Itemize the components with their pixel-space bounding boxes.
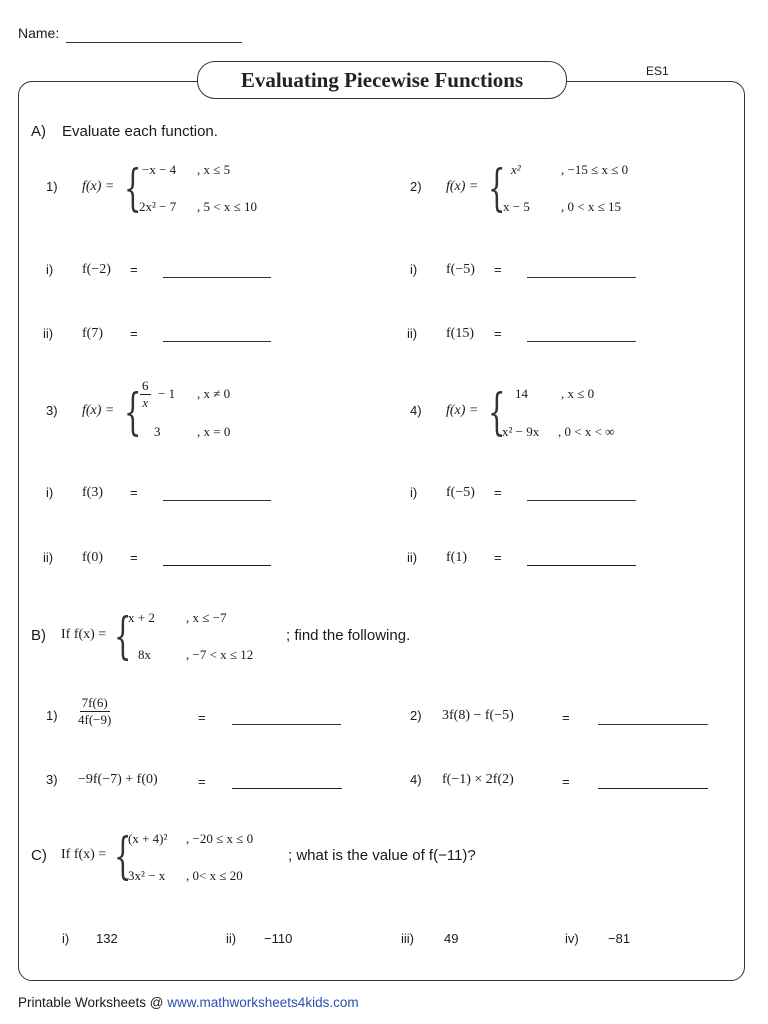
section-a-instruction: Evaluate each function. bbox=[62, 123, 218, 140]
equals-sign: = bbox=[494, 326, 502, 341]
option-value[interactable]: −110 bbox=[264, 931, 293, 946]
title-box bbox=[197, 61, 567, 99]
answer-line[interactable] bbox=[163, 565, 271, 566]
answer-line[interactable] bbox=[598, 788, 708, 789]
part-expression: f(3) bbox=[82, 485, 103, 500]
part-expression: f(−5) bbox=[446, 262, 475, 277]
part-expression: f(0) bbox=[82, 550, 103, 565]
answer-line[interactable] bbox=[232, 788, 342, 789]
case-expression: (x + 4)² bbox=[128, 831, 168, 846]
left-brace-icon: { bbox=[124, 159, 142, 217]
fraction bbox=[140, 378, 151, 411]
part-label: ii) bbox=[407, 326, 418, 341]
part-expression: f(7) bbox=[82, 326, 103, 341]
problem-number: 4) bbox=[410, 772, 422, 787]
answer-line[interactable] bbox=[527, 500, 636, 501]
case-expression: 3x² − x bbox=[128, 868, 166, 883]
answer-line[interactable] bbox=[527, 277, 636, 278]
case-expression: −x − 4 bbox=[142, 162, 177, 177]
case-expression: 2x² − 7 bbox=[139, 199, 177, 214]
left-brace-icon: { bbox=[114, 607, 132, 665]
case-condition: , 0< x ≤ 20 bbox=[186, 868, 243, 883]
answer-line[interactable] bbox=[232, 724, 341, 725]
equals-sign: = bbox=[494, 550, 502, 565]
function-definition: f(x) = bbox=[446, 179, 479, 194]
option-value[interactable]: 132 bbox=[96, 931, 118, 946]
name-label: Name: bbox=[18, 25, 60, 41]
footer bbox=[18, 995, 359, 1010]
case-expression: 3 bbox=[154, 424, 161, 439]
equals-sign: = bbox=[562, 774, 570, 789]
case-condition: , x ≠ 0 bbox=[197, 386, 231, 401]
fraction-denominator: x bbox=[142, 395, 149, 410]
name-input-line[interactable] bbox=[66, 42, 242, 43]
fraction bbox=[78, 695, 111, 728]
case-condition: , −15 ≤ x ≤ 0 bbox=[561, 162, 629, 177]
part-label: ii) bbox=[43, 550, 54, 565]
case-expression: 14 bbox=[515, 386, 528, 401]
footer-link[interactable]: www.mathworksheets4kids.com bbox=[167, 995, 359, 1010]
left-brace-icon: { bbox=[114, 827, 132, 885]
problem-number: 2) bbox=[410, 708, 422, 723]
fraction-numerator: 6 bbox=[142, 378, 149, 393]
part-label: i) bbox=[46, 485, 54, 500]
function-definition: If f(x) = bbox=[61, 627, 107, 642]
case-expression: 8x bbox=[138, 647, 151, 662]
function-definition: f(x) = bbox=[82, 403, 115, 418]
section-b-instruction: ; find the following. bbox=[286, 627, 411, 644]
function-definition: f(x) = bbox=[82, 179, 115, 194]
part-expression: f(−2) bbox=[82, 262, 111, 277]
problem-number: 3) bbox=[46, 403, 58, 418]
case-condition: , 0 < x < ∞ bbox=[558, 424, 615, 439]
option-value[interactable]: −81 bbox=[608, 931, 631, 946]
answer-line[interactable] bbox=[163, 277, 271, 278]
equals-sign: = bbox=[494, 485, 502, 500]
answer-line[interactable] bbox=[527, 565, 636, 566]
function-definition: If f(x) = bbox=[61, 847, 107, 862]
case-condition: , 0 < x ≤ 15 bbox=[561, 199, 621, 214]
equals-sign: = bbox=[198, 710, 206, 725]
case-condition: , 5 < x ≤ 10 bbox=[197, 199, 257, 214]
problem-expression: f(−1) × 2f(2) bbox=[442, 772, 514, 787]
left-brace-icon: { bbox=[488, 383, 506, 441]
case-condition: , x ≤ 0 bbox=[561, 386, 595, 401]
problem-expression: 3f(8) − f(−5) bbox=[442, 708, 514, 723]
fraction-numerator: 7f(6) bbox=[81, 695, 108, 710]
equals-sign: = bbox=[494, 262, 502, 277]
part-expression: f(15) bbox=[446, 326, 474, 341]
equals-sign: = bbox=[130, 326, 138, 341]
answer-line[interactable] bbox=[163, 500, 271, 501]
left-brace-icon: { bbox=[488, 159, 506, 217]
case-condition: , x ≤ −7 bbox=[186, 610, 227, 625]
part-label: i) bbox=[46, 262, 54, 277]
left-brace-icon: { bbox=[124, 383, 142, 441]
section-c-question: ; what is the value of f(−11)? bbox=[288, 847, 476, 864]
section-b-label: B) bbox=[31, 627, 46, 644]
part-label: i) bbox=[410, 262, 418, 277]
worksheet-code: ES1 bbox=[646, 64, 669, 78]
page-title: Evaluating Piecewise Functions bbox=[240, 67, 524, 92]
equals-sign: = bbox=[130, 485, 138, 500]
problem-number: 1) bbox=[46, 708, 58, 723]
equals-sign: = bbox=[130, 262, 138, 277]
section-c-label: C) bbox=[31, 847, 47, 864]
case-expression: x − 5 bbox=[503, 199, 530, 214]
answer-line[interactable] bbox=[527, 341, 636, 342]
problem-number: 3) bbox=[46, 772, 58, 787]
section-a-label: A) bbox=[31, 123, 46, 140]
footer-prefix: Printable Worksheets @ bbox=[18, 995, 168, 1010]
problem-number: 4) bbox=[410, 403, 422, 418]
answer-line[interactable] bbox=[163, 341, 271, 342]
option-label: iv) bbox=[565, 931, 579, 946]
case-condition: , x = 0 bbox=[197, 424, 231, 439]
option-label: ii) bbox=[226, 931, 237, 946]
equals-sign: = bbox=[130, 550, 138, 565]
case-expression: x + 2 bbox=[128, 610, 155, 625]
fraction-denominator: 4f(−9) bbox=[78, 712, 112, 727]
part-label: ii) bbox=[43, 326, 54, 341]
equals-sign: = bbox=[562, 710, 570, 725]
function-definition: f(x) = bbox=[446, 403, 479, 418]
problem-number: 2) bbox=[410, 179, 422, 194]
option-value[interactable]: 49 bbox=[444, 931, 459, 946]
case-condition: , −20 ≤ x ≤ 0 bbox=[186, 831, 254, 846]
case-expression: − 1 bbox=[158, 386, 176, 401]
case-condition: , −7 < x ≤ 12 bbox=[186, 647, 254, 662]
part-label: i) bbox=[410, 485, 418, 500]
option-label: i) bbox=[62, 931, 70, 946]
option-label: iii) bbox=[401, 931, 414, 946]
problem-number: 1) bbox=[46, 179, 58, 194]
case-expression: x² − 9x bbox=[502, 424, 540, 439]
case-expression: x² bbox=[511, 162, 521, 177]
problem-expression: −9f(−7) + f(0) bbox=[78, 772, 158, 787]
answer-line[interactable] bbox=[598, 724, 708, 725]
part-label: ii) bbox=[407, 550, 418, 565]
case-condition: , x ≤ 5 bbox=[197, 162, 231, 177]
part-expression: f(1) bbox=[446, 550, 467, 565]
part-expression: f(−5) bbox=[446, 485, 475, 500]
equals-sign: = bbox=[198, 774, 206, 789]
